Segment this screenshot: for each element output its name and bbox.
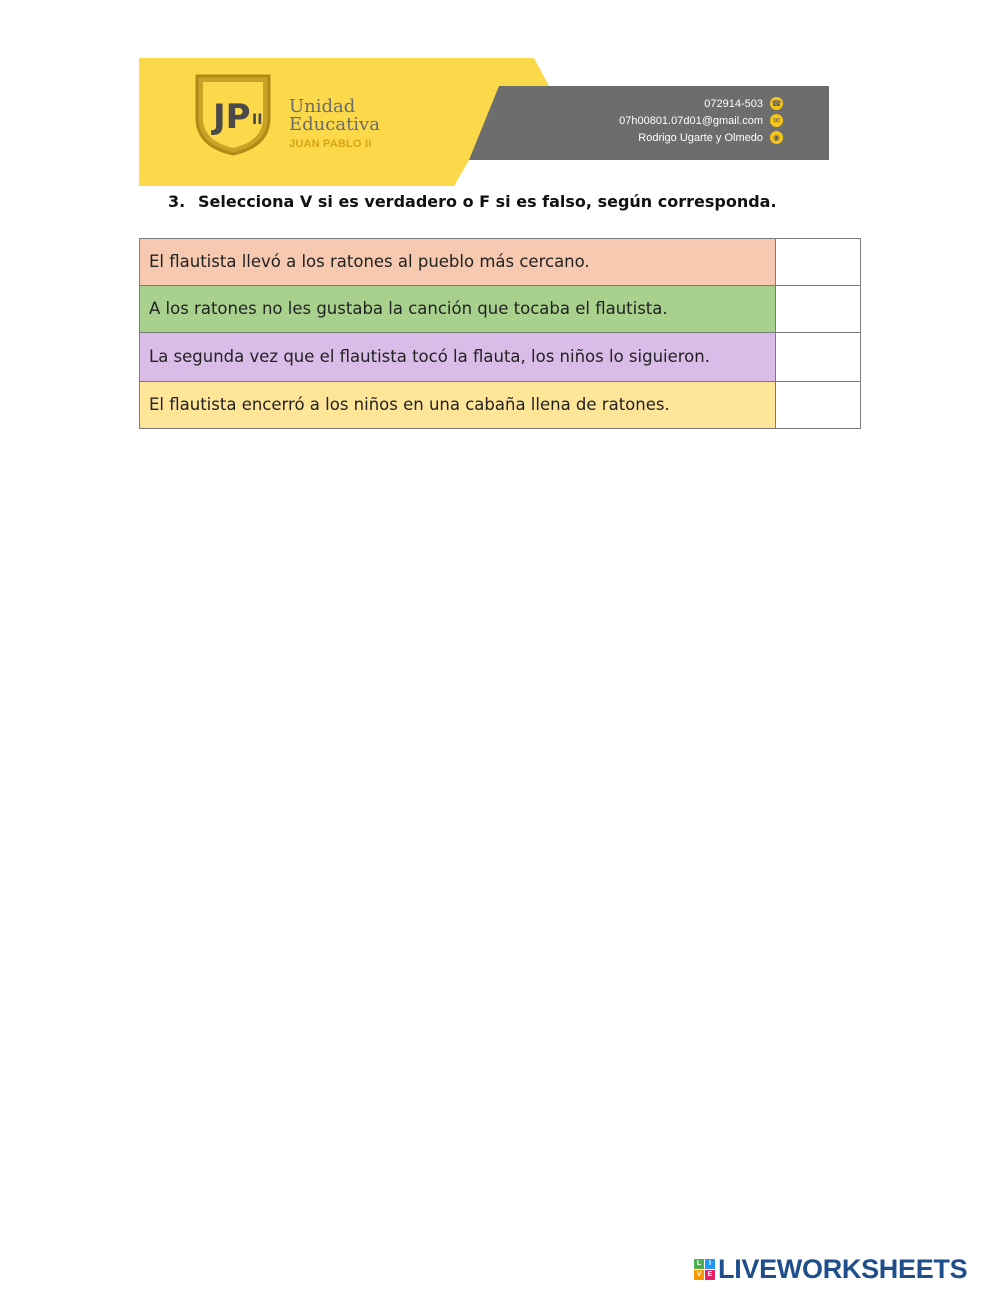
school-shield-icon [197, 76, 269, 154]
table-row [140, 286, 861, 333]
liveworksheets-wordmark: LIVEWORKSHEETS [718, 1253, 968, 1284]
table-row [140, 239, 861, 286]
question-number: 3. [168, 192, 186, 211]
address-text: Rodrigo Ugarte y Olmedo [638, 132, 763, 144]
contact-email [619, 115, 780, 127]
school-name-line2: Educativa [289, 114, 380, 135]
question-text: Selecciona V si es verdadero o F si es falso, según corresponda. [198, 192, 777, 211]
table-row [140, 382, 861, 429]
true-false-table [139, 238, 861, 429]
statement-1: El flautista llevó a los ratones al pueblo más cercano. [140, 239, 776, 286]
svg-text:JP: JP [213, 97, 251, 137]
liveworksheets-blocks-icon [694, 1259, 715, 1280]
answer-box-3[interactable] [776, 333, 861, 382]
answer-box-4[interactable] [776, 382, 861, 429]
school-name [289, 98, 380, 134]
liveworksheets-logo[interactable] [694, 1253, 968, 1284]
location-icon: ◉ [770, 131, 783, 144]
email-text: 07h00801.07d01@gmail.com [619, 115, 763, 127]
contact-phone [704, 98, 782, 110]
svg-text:II: II [252, 112, 263, 128]
answer-box-2[interactable] [776, 286, 861, 333]
contact-address [638, 132, 780, 144]
block-letter: E [705, 1270, 715, 1280]
school-name-line1: Unidad [289, 96, 356, 117]
answer-box-1[interactable] [776, 239, 861, 286]
table-row [140, 333, 861, 382]
school-subtitle: JUAN PABLO II [289, 138, 372, 150]
statement-4: El flautista encerró a los niños en una cabaña llena de ratones. [140, 382, 776, 429]
school-header-banner [139, 58, 829, 186]
phone-icon: ☎ [770, 97, 783, 110]
mail-icon: ✉ [770, 114, 783, 127]
question-prompt [168, 192, 777, 211]
block-letter: V [694, 1270, 704, 1280]
block-letter: I [705, 1259, 715, 1269]
phone-text: 072914-503 [704, 98, 763, 110]
block-letter: L [694, 1259, 704, 1269]
statement-3: La segunda vez que el flautista tocó la flauta, los niños lo siguieron. [140, 333, 776, 382]
statement-2: A los ratones no les gustaba la canción que tocaba el flautista. [140, 286, 776, 333]
